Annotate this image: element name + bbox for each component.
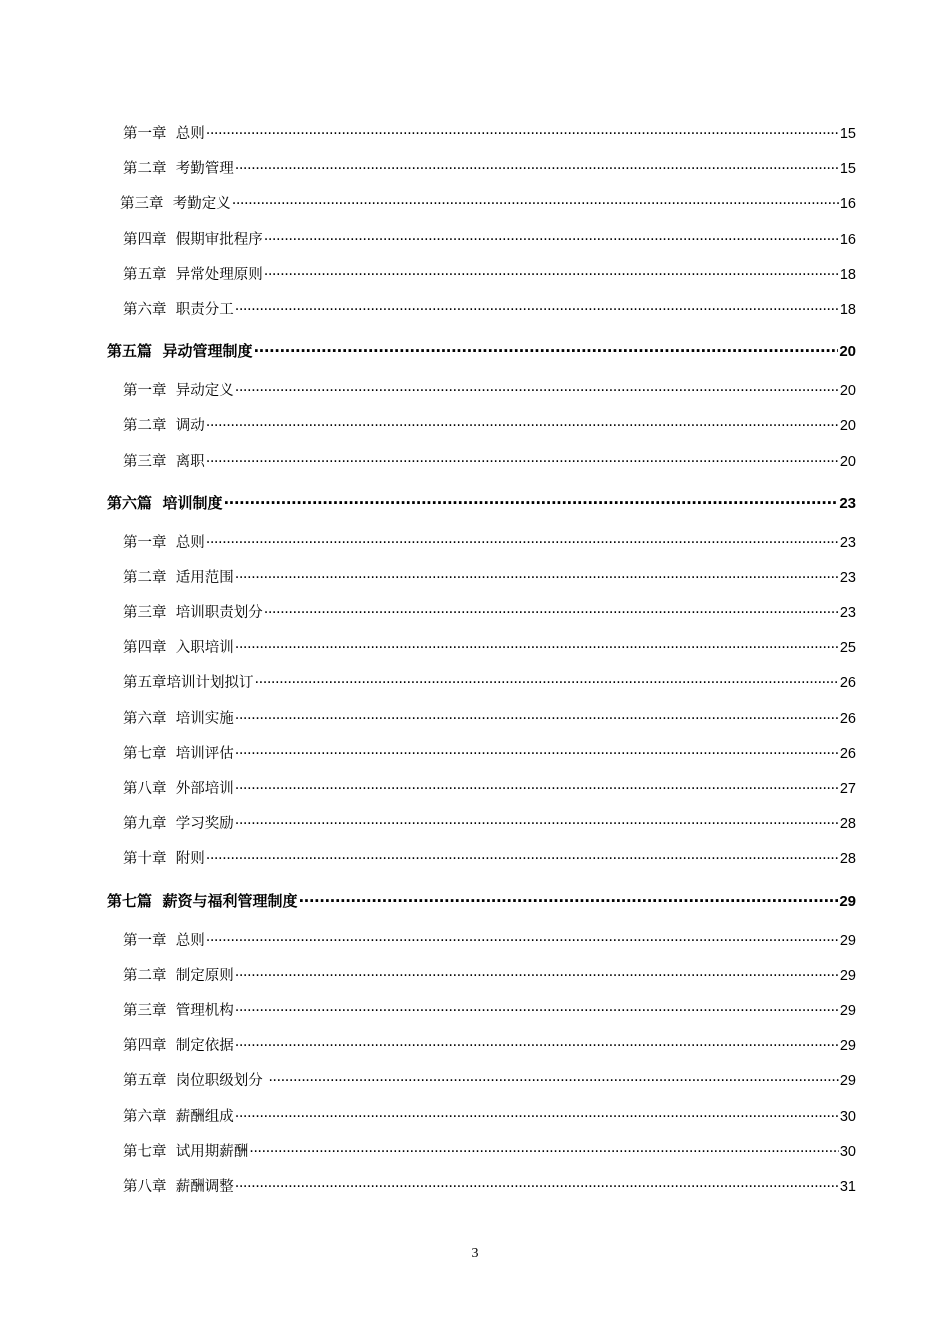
toc-entry-label: 第三章 考勤定义 [120, 196, 231, 213]
toc-chapter-entry[interactable] [0, 117, 950, 152]
toc-entry-page: 16 [839, 231, 856, 248]
toc-dot-leader [235, 631, 839, 666]
toc-entry-page: 23 [839, 494, 856, 512]
toc-entry-label: 第七篇 薪资与福利管理制度 [107, 891, 298, 910]
toc-entry-label: 第五章 岗位职级划分 [123, 1073, 268, 1090]
toc-part-entry[interactable] [0, 878, 950, 924]
toc-dot-leader [235, 1170, 839, 1205]
toc-dot-leader [235, 959, 839, 994]
toc-entry-page: 29 [839, 967, 856, 984]
toc-entry-page: 29 [839, 932, 856, 949]
toc-entry-page: 16 [839, 196, 856, 213]
toc-entry-label: 第六篇 培训制度 [107, 493, 223, 512]
toc-entry-page: 23 [839, 534, 856, 551]
toc-entry-page: 25 [839, 640, 856, 657]
page-number: 3 [471, 1246, 479, 1261]
toc-chapter-entry[interactable] [0, 772, 950, 807]
toc-dot-leader [235, 374, 839, 409]
toc-chapter-entry[interactable] [0, 1170, 950, 1205]
toc-chapter-entry[interactable] [0, 445, 950, 480]
toc-entry-page: 26 [839, 675, 856, 692]
toc-dot-leader [232, 187, 839, 222]
toc-entry-label: 第七章 试用期薪酬 [123, 1143, 249, 1160]
toc-dot-leader [235, 772, 839, 807]
toc-entry-page: 29 [839, 1002, 856, 1019]
toc-entry-page: 20 [839, 453, 856, 470]
toc-dot-leader [206, 924, 839, 959]
toc-entry-page: 15 [839, 126, 856, 142]
toc-entry-page: 26 [839, 710, 856, 727]
toc-chapter-entry[interactable] [0, 994, 950, 1029]
toc-entry-label: 第二章 调动 [123, 418, 205, 435]
toc-chapter-entry[interactable] [0, 1135, 950, 1170]
toc-chapter-entry[interactable] [0, 959, 950, 994]
toc-entry-page: 18 [839, 266, 856, 283]
toc-entry-label: 第二章 考勤管理 [123, 161, 234, 178]
toc-dot-leader [235, 1100, 839, 1135]
toc-dot-leader [235, 807, 839, 842]
toc-chapter-entry[interactable] [0, 561, 950, 596]
toc-entry-label: 第一章 异动定义 [123, 383, 234, 400]
toc-dot-leader [206, 117, 839, 152]
toc-entry-page: 29 [839, 1073, 856, 1090]
toc-entry-label: 第八章 外部培训 [123, 781, 234, 797]
toc-chapter-entry[interactable] [0, 526, 950, 561]
toc-entry-page: 20 [839, 383, 856, 400]
toc-dot-leader [255, 666, 839, 701]
toc-chapter-entry[interactable] [0, 596, 950, 631]
toc-entry-label: 第十章 附则 [123, 851, 205, 868]
toc-chapter-entry[interactable] [0, 666, 950, 701]
toc-dot-leader [235, 737, 839, 772]
toc-entry-label: 第三章 离职 [123, 453, 205, 470]
toc-entry-label: 第九章 学习奖励 [123, 816, 234, 833]
toc-entry-label: 第六章 培训实施 [123, 710, 234, 727]
toc-chapter-entry[interactable] [0, 631, 950, 666]
toc-entry-page: 26 [839, 745, 856, 762]
toc-entry-page: 29 [839, 892, 856, 910]
toc-dot-leader [268, 1064, 839, 1099]
toc-dot-leader [235, 994, 839, 1029]
toc-entry-page: 23 [839, 605, 856, 622]
toc-entry-label: 第四章 制定依据 [123, 1038, 234, 1055]
toc-chapter-entry[interactable] [0, 702, 950, 737]
toc-chapter-entry[interactable] [0, 258, 950, 293]
toc-part-entry[interactable] [0, 480, 950, 526]
toc-dot-leader [298, 878, 838, 924]
table-of-contents [0, 117, 950, 1205]
toc-chapter-entry[interactable] [0, 924, 950, 959]
toc-chapter-entry[interactable] [0, 187, 950, 222]
toc-entry-label: 第三章 管理机构 [123, 1002, 234, 1019]
toc-dot-leader [264, 596, 839, 631]
toc-entry-page: 28 [839, 816, 856, 833]
toc-chapter-entry[interactable] [0, 737, 950, 772]
toc-entry-page: 30 [839, 1108, 856, 1125]
toc-dot-leader [206, 445, 839, 480]
toc-dot-leader [206, 842, 839, 877]
toc-dot-leader [235, 1029, 839, 1064]
toc-chapter-entry[interactable] [0, 223, 950, 258]
toc-dot-leader [264, 223, 839, 258]
toc-entry-label: 第八章 薪酬调整 [123, 1178, 234, 1195]
toc-entry-label: 第一章 总则 [123, 126, 205, 142]
toc-entry-label: 第五章培训计划拟订 [123, 675, 254, 692]
toc-chapter-entry[interactable] [0, 1029, 950, 1064]
toc-dot-leader [235, 561, 839, 596]
toc-entry-page: 20 [839, 343, 856, 361]
toc-chapter-entry[interactable] [0, 374, 950, 409]
toc-entry-label: 第二章 制定原则 [123, 967, 234, 984]
toc-entry-label: 第七章 培训评估 [123, 745, 234, 762]
toc-chapter-entry[interactable] [0, 409, 950, 444]
toc-entry-page: 15 [839, 161, 856, 178]
toc-dot-leader [249, 1135, 839, 1170]
toc-entry-label: 第四章 假期审批程序 [123, 231, 263, 248]
toc-dot-leader [253, 328, 838, 374]
toc-entry-label: 第一章 总则 [123, 534, 205, 551]
toc-dot-leader [235, 293, 839, 328]
toc-entry-label: 第一章 总则 [123, 932, 205, 949]
toc-entry-page: 18 [839, 301, 856, 318]
toc-dot-leader [223, 480, 838, 526]
toc-entry-label: 第五章 异常处理原则 [123, 266, 263, 283]
toc-entry-label: 第六章 职责分工 [123, 301, 234, 318]
toc-entry-label: 第四章 入职培训 [123, 640, 234, 657]
toc-part-entry[interactable] [0, 328, 950, 374]
toc-dot-leader [206, 409, 839, 444]
toc-entry-page: 23 [839, 569, 856, 586]
toc-entry-label: 第三章 培训职责划分 [123, 605, 263, 622]
toc-dot-leader [235, 152, 839, 187]
toc-entry-page: 30 [839, 1143, 856, 1160]
toc-chapter-entry[interactable] [0, 1100, 950, 1135]
toc-entry-label: 第六章 薪酬组成 [123, 1108, 234, 1125]
toc-entry-page: 20 [839, 418, 856, 435]
toc-dot-leader [264, 258, 839, 293]
toc-dot-leader [206, 526, 839, 561]
toc-chapter-entry[interactable] [0, 293, 950, 328]
toc-chapter-entry[interactable] [0, 1064, 950, 1099]
toc-entry-page: 28 [839, 851, 856, 868]
toc-dot-leader [235, 702, 839, 737]
toc-chapter-entry[interactable] [0, 152, 950, 187]
toc-entry-label: 第二章 适用范围 [123, 569, 234, 586]
toc-chapter-entry[interactable] [0, 842, 950, 877]
toc-entry-page: 31 [839, 1178, 856, 1195]
toc-entry-page: 29 [839, 1038, 856, 1055]
toc-entry-label: 第五篇 异动管理制度 [107, 342, 253, 361]
toc-chapter-entry[interactable] [0, 807, 950, 842]
toc-entry-page: 27 [839, 781, 856, 797]
